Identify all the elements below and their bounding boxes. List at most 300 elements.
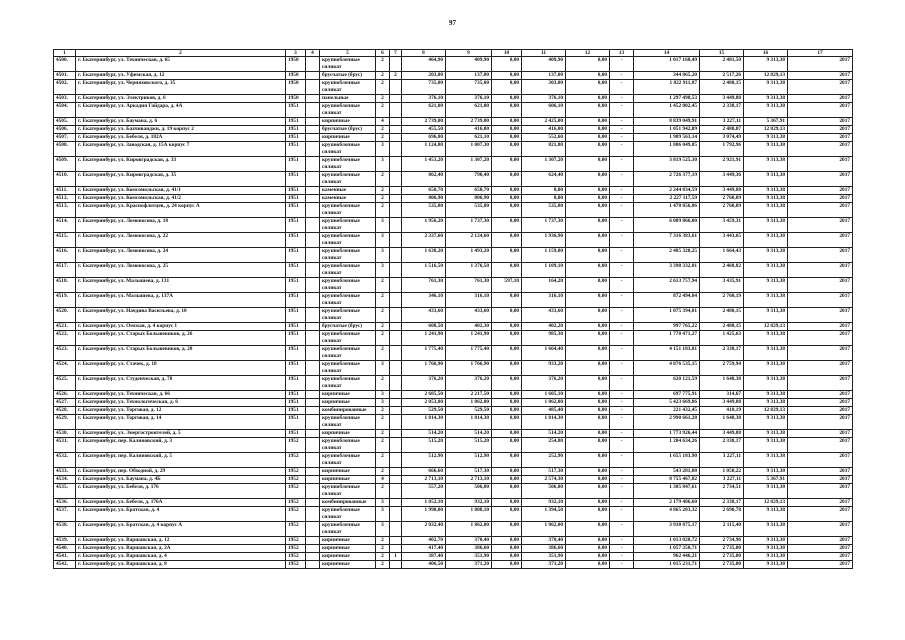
table-cell: каменные (320, 187, 376, 195)
table-cell (306, 218, 320, 233)
table-cell: 9 313,38 (744, 430, 788, 438)
table-cell: - (610, 545, 634, 553)
table-cell: 3 227,11 (700, 453, 744, 468)
table-cell: 0,00 (492, 157, 522, 172)
table-cell: 0,00 (492, 95, 522, 103)
table-cell: 9 313,38 (744, 57, 788, 72)
column-header: 3 (286, 50, 306, 57)
table-cell: 1951 (286, 172, 306, 187)
table-cell: 2017 (788, 203, 853, 218)
table-cell: 1 307,20 (522, 157, 566, 172)
table-cell: 0,00 (492, 553, 522, 561)
table-cell: 1 766,90 (446, 361, 492, 376)
table-cell: 1 936,90 (522, 233, 566, 248)
table-cell (390, 391, 402, 399)
table-row (54, 142, 853, 157)
table-cell: крупноблочные силикат (320, 57, 376, 72)
table-cell (306, 499, 320, 507)
table-cell: 0,00 (566, 561, 610, 569)
table-cell: 2017 (788, 399, 853, 407)
table-cell: 4520. (54, 308, 76, 323)
table-cell: 4510. (54, 172, 76, 187)
table-cell: 0,00 (566, 103, 610, 118)
table-cell: 1 806 049,85 (634, 142, 700, 157)
table-cell: 386,60 (446, 545, 492, 553)
table-cell: 464,90 (402, 57, 446, 72)
table-cell: 9 313,38 (744, 263, 788, 278)
table-cell: крупноблочные силикат (320, 376, 376, 391)
table-cell (306, 561, 320, 569)
table-cell: 344 865,20 (634, 72, 700, 80)
table-cell: 4538. (54, 522, 76, 537)
table-cell: 5 367,91 (744, 476, 788, 484)
table-cell: - (610, 361, 634, 376)
table-cell: 932,10 (522, 499, 566, 507)
table-cell: 351,90 (446, 553, 492, 561)
table-cell: 514,20 (522, 430, 566, 438)
table-cell: 0,00 (492, 331, 522, 346)
table-row (54, 484, 853, 499)
table-cell: 2 (376, 323, 390, 331)
table-cell: 376,10 (522, 95, 566, 103)
table-row (54, 323, 853, 331)
table-cell: - (610, 507, 634, 522)
table-cell (306, 323, 320, 331)
table-cell: 1 241,90 (402, 331, 446, 346)
table-cell: 862,40 (402, 172, 446, 187)
table-cell: 2 (376, 187, 390, 195)
table-cell: 1952 (286, 468, 306, 476)
table-cell: г. Екатеринбург, ул. Начдива Васильева, д. 10 (76, 308, 286, 323)
table-cell (306, 233, 320, 248)
table-cell (390, 361, 402, 376)
table-cell: 2 (376, 468, 390, 476)
table-cell: 1 425,63 (700, 331, 744, 346)
table-row (54, 134, 853, 142)
table-cell: 1 737,30 (446, 218, 492, 233)
table-cell: 9 313,38 (744, 331, 788, 346)
table-cell (390, 545, 402, 553)
table-cell: 1951 (286, 323, 306, 331)
table-cell: 1 862,00 (446, 399, 492, 407)
table-cell (306, 476, 320, 484)
table-cell: 2 574,30 (522, 476, 566, 484)
table-cell: 0,00 (566, 415, 610, 430)
table-cell: 2017 (788, 134, 853, 142)
table-cell: 2 (376, 346, 390, 361)
table-cell: 433,60 (402, 308, 446, 323)
table-row (54, 248, 853, 263)
table-cell: 0,00 (566, 293, 610, 308)
table-row (54, 126, 853, 134)
table-cell: 346,10 (402, 293, 446, 308)
table-cell: 806,90 (402, 195, 446, 203)
table-cell: 376,10 (446, 95, 492, 103)
table-cell: 1951 (286, 399, 306, 407)
table-row (54, 308, 853, 323)
table-cell: 2 713,10 (402, 476, 446, 484)
table-cell: 2 734,51 (700, 484, 744, 499)
table-row (54, 263, 853, 278)
table-cell: 1 655 183,90 (634, 453, 700, 468)
table-cell: г. Екатеринбург, ул. Краснофлотцев, д. 24 корпус А (76, 203, 286, 218)
table-cell: 872 494,84 (634, 293, 700, 308)
table-cell: - (610, 484, 634, 499)
column-header: 15 (700, 50, 744, 57)
table-cell: 2 337,60 (402, 233, 446, 248)
table-cell (306, 118, 320, 126)
table-cell (306, 248, 320, 263)
table-cell: г. Екатеринбург, пер. Калиновский, д. 5 (76, 453, 286, 468)
table-cell: 2 338,17 (700, 103, 744, 118)
table-cell: 2017 (788, 308, 853, 323)
table-cell: 2 227 117,59 (634, 195, 700, 203)
table-cell: г. Екатеринбург, ул. Черняховского, д. 35 (76, 80, 286, 95)
table-cell: 4504. (54, 103, 76, 118)
table-cell: 0,00 (566, 218, 610, 233)
table-cell: 1 493,20 (446, 248, 492, 263)
table-cell: крупноблочные силикат (320, 484, 376, 499)
table-cell: 4519. (54, 293, 76, 308)
table-cell: кирпичные (320, 545, 376, 553)
table-cell: 9 313,38 (744, 142, 788, 157)
table-cell: 2 (376, 561, 390, 569)
table-cell: 371,20 (446, 561, 492, 569)
table-cell (306, 103, 320, 118)
table-cell: 0,00 (492, 407, 522, 415)
table-cell: кирпичные (320, 134, 376, 142)
table-cell: 1 015 231,71 (634, 561, 700, 569)
table-cell: 2 (376, 134, 390, 142)
table-cell: 2 (376, 195, 390, 203)
table-cell: 2 (390, 72, 402, 80)
table-cell: 0,00 (492, 430, 522, 438)
table-cell: 0,00 (566, 522, 610, 537)
table-cell: 1952 (286, 484, 306, 499)
table-cell: 2 (376, 203, 390, 218)
table-cell: 0,00 (492, 453, 522, 468)
table-cell: крупноблочные силикат (320, 507, 376, 522)
table-cell: 1951 (286, 361, 306, 376)
table-cell (306, 278, 320, 293)
table-cell: г. Екатеринбург, ул. Малышева, д. 131 (76, 278, 286, 293)
table-cell (306, 545, 320, 553)
table-cell: - (610, 195, 634, 203)
table-cell: 9 313,38 (744, 233, 788, 248)
table-cell: крупноблочные силикат (320, 308, 376, 323)
table-cell: 2 (376, 57, 390, 72)
table-cell: 1951 (286, 346, 306, 361)
table-cell: 2 (376, 545, 390, 553)
table-cell: 697 775,91 (634, 391, 700, 399)
table-cell: 9 313,38 (744, 507, 788, 522)
table-cell (306, 308, 320, 323)
table-cell: 2017 (788, 103, 853, 118)
table-cell: 2 338,17 (700, 346, 744, 361)
table-cell: 2 990 661,28 (634, 415, 700, 430)
table-cell: - (610, 263, 634, 278)
table-cell: 0,00 (492, 391, 522, 399)
table-cell: 4511. (54, 187, 76, 195)
table-cell: 1951 (286, 308, 306, 323)
table-cell: 1 770 471,27 (634, 331, 700, 346)
table-cell: 0,00 (566, 323, 610, 331)
table-cell: 1951 (286, 103, 306, 118)
table-cell: - (610, 476, 634, 484)
table-cell: 1 814,30 (402, 415, 446, 430)
table-cell: кирпичные (320, 391, 376, 399)
table-cell: 0,00 (492, 484, 522, 499)
table-cell: - (610, 72, 634, 80)
table-cell: 4541. (54, 553, 76, 561)
table-row (54, 187, 853, 195)
table-cell: 8 839 049,91 (634, 118, 700, 126)
table-cell: 514,20 (446, 430, 492, 438)
table-cell (390, 248, 402, 263)
table-cell: 12 829,13 (744, 407, 788, 415)
table-cell: каменные (320, 195, 376, 203)
table-cell: 370,40 (522, 537, 566, 545)
table-cell: 0,00 (492, 57, 522, 72)
table-cell: 2017 (788, 187, 853, 195)
table-cell: 9 313,38 (744, 95, 788, 103)
table-cell: 1 605,10 (522, 391, 566, 399)
table-cell (306, 391, 320, 399)
table-cell (306, 507, 320, 522)
table-cell: 1952 (286, 545, 306, 553)
table-cell: 417,40 (402, 545, 446, 553)
table-cell: 1 051 942,09 (634, 126, 700, 134)
table-cell: 2 (376, 95, 390, 103)
table-cell: 376,20 (402, 376, 446, 391)
table-cell: 0,00 (566, 499, 610, 507)
table-cell (390, 278, 402, 293)
table-cell: 735,00 (446, 80, 492, 95)
table-cell: 962 446,21 (634, 553, 700, 561)
table-cell: 418,19 (700, 407, 744, 415)
table-cell: 1951 (286, 376, 306, 391)
table-cell: 2017 (788, 391, 853, 399)
table-cell: - (610, 203, 634, 218)
table-cell: 0,00 (566, 72, 610, 80)
table-cell: 9 313,38 (744, 172, 788, 187)
table-cell: - (610, 346, 634, 361)
table-cell: 0,00 (566, 126, 610, 134)
table-row (54, 95, 853, 103)
table-row (54, 331, 853, 346)
table-cell: кирпичные (320, 561, 376, 569)
table-cell: - (610, 233, 634, 248)
table-cell (306, 415, 320, 430)
table-cell: г. Екатеринбург, ул. Кировградская, д. 33 (76, 157, 286, 172)
table-cell: 316,10 (446, 293, 492, 308)
table-row (54, 293, 853, 308)
table-cell: 9 313,38 (744, 103, 788, 118)
table-row (54, 346, 853, 361)
table-cell: 3 (376, 361, 390, 376)
table-cell: 316,10 (522, 293, 566, 308)
table-cell: 1 814,30 (446, 415, 492, 430)
table-cell: 2017 (788, 80, 853, 95)
table-cell: 386,60 (522, 545, 566, 553)
table-cell: 1951 (286, 118, 306, 126)
table-cell: комбинированные (320, 499, 376, 507)
table-cell: - (610, 95, 634, 103)
table-cell: 515,20 (402, 438, 446, 453)
table-cell: 9 313,38 (744, 157, 788, 172)
table-cell: 1 007,30 (446, 142, 492, 157)
table-cell: 4505. (54, 118, 76, 126)
table-cell: 1 075 394,01 (634, 308, 700, 323)
table-cell (390, 399, 402, 407)
table-cell: 4522. (54, 331, 76, 346)
table-cell: г. Екатеринбург, ул. Торговая, д. 12 (76, 407, 286, 415)
table-cell: 0,00 (566, 80, 610, 95)
table-cell: 2 481,50 (700, 57, 744, 72)
column-header: 10 (492, 50, 522, 57)
table-cell: 2 713,10 (446, 476, 492, 484)
table-cell: 0,00 (566, 346, 610, 361)
table-cell: 1951 (286, 203, 306, 218)
table-cell: 517,30 (522, 468, 566, 476)
table-cell: 0,00 (566, 278, 610, 293)
table-cell (306, 142, 320, 157)
table-cell: 416,00 (522, 126, 566, 134)
table-cell (390, 331, 402, 346)
table-row (54, 57, 853, 72)
table-cell (306, 80, 320, 95)
table-cell: 1 124,80 (402, 142, 446, 157)
table-cell: 2 (376, 407, 390, 415)
table-cell: 2017 (788, 248, 853, 263)
table-cell: 4 865 203,32 (634, 507, 700, 522)
table-cell: брусчатые (брус) (320, 72, 376, 80)
table-cell: 2017 (788, 323, 853, 331)
table-cell: - (610, 430, 634, 438)
table-cell: 9 313,38 (744, 537, 788, 545)
table-cell: 0,00 (566, 157, 610, 172)
table-cell: 2 (376, 308, 390, 323)
table-cell: 1952 (286, 476, 306, 484)
table-cell: 4 876 535,15 (634, 361, 700, 376)
table-cell: - (610, 453, 634, 468)
table-cell: 1 773 926,44 (634, 430, 700, 438)
table-cell: 0,00 (492, 126, 522, 134)
page-number: 97 (449, 19, 456, 27)
table-cell: 2017 (788, 361, 853, 376)
table-cell: 1951 (286, 142, 306, 157)
table-row (54, 233, 853, 248)
table-cell: 4 151 183,81 (634, 346, 700, 361)
table-cell: 4 (376, 476, 390, 484)
table-cell: 535,80 (402, 203, 446, 218)
table-cell: г. Екатеринбург, ул. Бебеля, д. 176 (76, 484, 286, 499)
table-cell: 1 297 498,53 (634, 95, 700, 103)
table-cell: г. Екатеринбург, ул. Малышева, д. 137А (76, 293, 286, 308)
table-cell: 529,50 (446, 407, 492, 415)
table-cell (390, 126, 402, 134)
table-cell: - (610, 248, 634, 263)
housing-register-table (53, 49, 853, 569)
table-cell: 9 313,38 (744, 308, 788, 323)
table-cell: 517,30 (446, 468, 492, 476)
table-cell: крупноблочные силикат (320, 203, 376, 218)
table-cell: 351,90 (522, 553, 566, 561)
table-cell: 1 050,22 (700, 468, 744, 476)
table-cell: 3 449,88 (700, 430, 744, 438)
table-cell: 164,20 (522, 278, 566, 293)
table-cell: 402,20 (522, 323, 566, 331)
table-cell: г. Екатеринбург, ул. Варшавская, д. 8 (76, 561, 286, 569)
table-cell: крупноблочные силикат (320, 248, 376, 263)
table-cell: 3 227,11 (700, 118, 744, 126)
table-cell: - (610, 553, 634, 561)
table-cell: 2 053,00 (402, 399, 446, 407)
table-cell: 2 (376, 72, 390, 80)
table-cell: - (610, 323, 634, 331)
table-cell: 9 313,38 (744, 545, 788, 553)
table-row (54, 399, 853, 407)
table-cell: 2017 (788, 476, 853, 484)
table-cell: 3 (376, 263, 390, 278)
table-cell: 2 480,07 (700, 126, 744, 134)
table-cell: 624,40 (522, 172, 566, 187)
table-cell: 1 057 350,71 (634, 545, 700, 553)
table-row (54, 407, 853, 415)
table-cell: крупноблочные силикат (320, 361, 376, 376)
table-cell: 2017 (788, 218, 853, 233)
table-cell: 1 452 002,45 (634, 103, 700, 118)
table-cell: 485,40 (522, 407, 566, 415)
table-cell: 1 775,40 (446, 346, 492, 361)
table-cell: 2017 (788, 293, 853, 308)
table-cell: 535,80 (446, 203, 492, 218)
table-cell: 9 313,38 (744, 484, 788, 499)
table-cell: - (610, 438, 634, 453)
column-header: 7 (390, 50, 402, 57)
table-cell: 2 179 406,60 (634, 499, 700, 507)
table-cell: 2 739,00 (446, 118, 492, 126)
table-cell: 433,60 (522, 308, 566, 323)
table-cell: 985,30 (522, 331, 566, 346)
table-cell (306, 187, 320, 195)
table-cell: 0,00 (566, 331, 610, 346)
table-cell (390, 80, 402, 95)
table-cell: - (610, 187, 634, 195)
table-cell (390, 134, 402, 142)
table-cell: 9 313,38 (744, 415, 788, 430)
table-cell: - (610, 126, 634, 134)
table-cell: крупноблочные силикат (320, 346, 376, 361)
table-cell: 1 109,10 (522, 263, 566, 278)
table-cell: 1 998,00 (402, 507, 446, 522)
table-cell: 1 792,96 (700, 142, 744, 157)
table-cell (390, 118, 402, 126)
table-cell: 1 775,40 (402, 346, 446, 361)
table-cell: 0,00 (492, 263, 522, 278)
table-cell: 2 (376, 293, 390, 308)
table-cell: 0,00 (566, 134, 610, 142)
table-cell: 4526. (54, 391, 76, 399)
table-cell: 2 735,00 (700, 545, 744, 553)
table-cell: 1 052,10 (402, 499, 446, 507)
table-cell (390, 308, 402, 323)
column-header: 1 (54, 50, 76, 57)
table-row (54, 545, 853, 553)
table-cell (390, 57, 402, 72)
table-cell: 4536. (54, 499, 76, 507)
table-cell: 997 765,22 (634, 323, 700, 331)
